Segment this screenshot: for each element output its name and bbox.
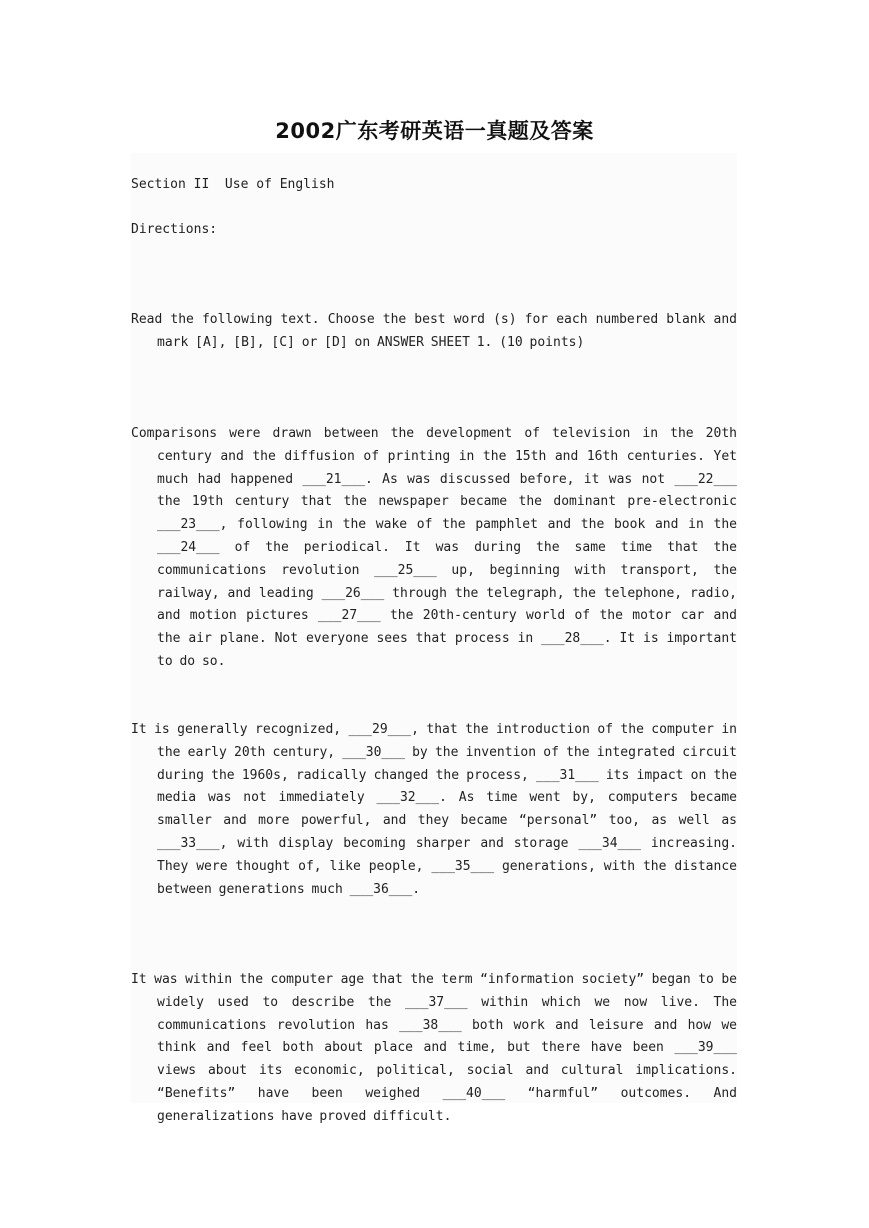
section-heading: Section II Use of English xyxy=(131,177,335,192)
instructions-paragraph: Read the following text. Choose the best word (s) for each numbered blank and mark [A], [B], [C] or [D] on ANSWER SHEET 1. (10 points) xyxy=(131,312,737,350)
passage-paragraph-2: It is generally recognized, ___29___, that the introduction of the computer in the early 20th century, ___30___ by the invention of the integrated circuit during the 1960s, radically changed the process, ___31___ its impact on the media was not immediately ___32___. As time went by, computers became smaller and more powerful, and they became “personal” too, as well as ___33___, with display becoming sharper and storage ___34___ increasing. They were thought of, like people, ___35___ generations, with the distance between generations much ___36___. xyxy=(131,722,737,897)
passage-paragraph-1: Comparisons were drawn between the development of television in the 20th century and the diffusion of printing in the 15th and 16th centuries. Yet much had happened ___21___. As was discussed before, it was not ___22___ the 19th century that the newspaper became the dominant pre-electronic ___23___, following in the wake of the pamphlet and the book and in the ___24___ of the periodical. It was during the same time that the communications revolution ___25___ up, beginning with transport, the railway, and leading ___26___ through the telegraph, the telephone, radio, and motion pictures ___27___ the 20th-century world of the motor car and the air plane. Not everyone sees that process in ___28___. It is important to do so. xyxy=(131,426,737,669)
document-title: 2002广东考研英语一真题及答案 xyxy=(275,119,594,143)
passage-paragraph-3: It was within the computer age that the term “information society” began to be widely used to describe the ___37___ within which we now live. The communications revolution has ___38___ both work and leisure and how we think and feel both about place and time, but there have been ___39___ views about its economic, political, social and cultural implications. “Benefits” have been weighed ___40___ “harmful” outcomes. And generalizations have proved difficult. xyxy=(131,972,737,1124)
directions-label: Directions: xyxy=(131,222,218,237)
document-body xyxy=(131,153,737,1124)
